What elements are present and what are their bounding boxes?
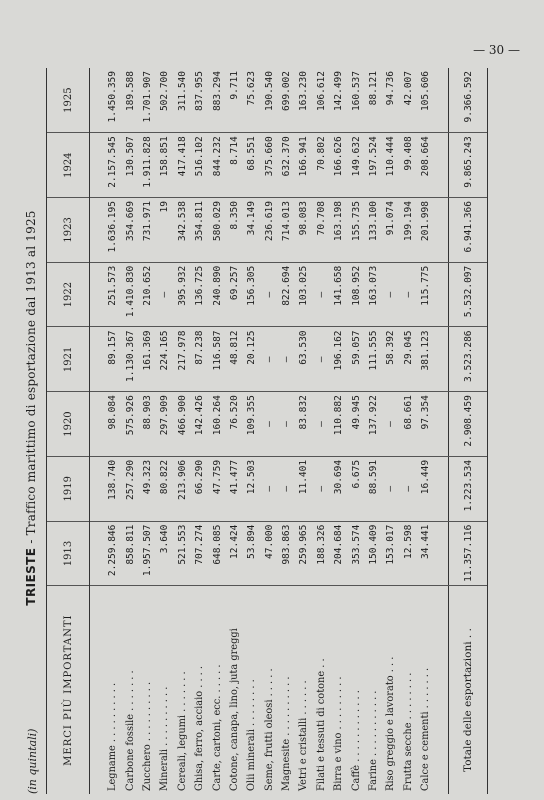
merce-name: Carbone fossile . . . . . . . <box>124 670 136 791</box>
value-cell: — <box>261 262 278 327</box>
table-row <box>382 68 399 794</box>
table-row <box>347 68 364 794</box>
table-row <box>261 68 278 794</box>
value-cell: 188.326 <box>313 521 330 586</box>
col-header: 1913 <box>47 521 90 586</box>
value-cell: 11.401 <box>295 456 312 521</box>
merce-name: Zucchero . . . . . . . . . . <box>141 681 153 791</box>
value-cell: 163.230 <box>295 68 312 133</box>
value-cell: 109.355 <box>243 392 260 457</box>
value-cell: — <box>261 392 278 457</box>
value-cell: 116.587 <box>208 327 225 392</box>
value-cell: 19 <box>156 198 173 263</box>
total-cell: 6.941.366 <box>449 198 488 263</box>
table-row <box>365 68 382 794</box>
value-cell: 89.157 <box>90 327 122 392</box>
merce-name: Minerali . . . . . . . . . . <box>159 686 171 791</box>
value-cell: — <box>382 456 399 521</box>
value-cell: 158.851 <box>156 133 173 198</box>
value-cell: 166.626 <box>330 133 347 198</box>
value-cell: 53.894 <box>243 521 260 586</box>
units-note: (in quintali) <box>26 728 39 794</box>
value-cell: 217.978 <box>174 327 191 392</box>
value-cell: 137.922 <box>365 392 382 457</box>
value-cell: 632.370 <box>278 133 295 198</box>
value-cell: 130.507 <box>121 133 138 198</box>
merce-name: Legname . . . . . . . . . . <box>107 682 119 791</box>
value-cell: 6.675 <box>347 456 364 521</box>
col-header: 1924 <box>47 133 90 198</box>
value-cell: 115.775 <box>417 262 449 327</box>
table-row <box>208 68 225 794</box>
value-cell: 110.444 <box>382 133 399 198</box>
value-cell: 63.530 <box>295 327 312 392</box>
value-cell: 707.274 <box>191 521 208 586</box>
value-cell: 311.540 <box>174 68 191 133</box>
value-cell: — <box>261 327 278 392</box>
value-cell: 714.013 <box>278 198 295 263</box>
value-cell: — <box>313 456 330 521</box>
value-cell: 88.121 <box>365 68 382 133</box>
total-cell: 2.908.459 <box>449 392 488 457</box>
table-row <box>139 68 156 794</box>
value-cell: 111.555 <box>365 327 382 392</box>
table-row <box>90 68 122 794</box>
value-cell: 240.890 <box>208 262 225 327</box>
value-cell: 98.083 <box>295 198 312 263</box>
value-cell: 1.130.367 <box>121 327 138 392</box>
value-cell: 3.640 <box>156 521 173 586</box>
value-cell: 12.503 <box>243 456 260 521</box>
table-row <box>191 68 208 794</box>
header-row <box>47 68 90 794</box>
merce-name: Seme, frutti oleosi . . . . . <box>263 668 275 791</box>
value-cell: — <box>313 262 330 327</box>
merce-name: Calce e cementi . . . . . . . <box>420 667 432 791</box>
value-cell: 466.900 <box>174 392 191 457</box>
value-cell: 883.294 <box>208 68 225 133</box>
value-cell: 342.538 <box>174 198 191 263</box>
table-row <box>226 68 243 794</box>
value-cell: 163.073 <box>365 262 382 327</box>
value-cell: 138.740 <box>90 456 122 521</box>
value-cell: 70.802 <box>313 133 330 198</box>
col-header: MERCI PIÙ IMPORTANTI <box>47 586 90 794</box>
value-cell: 47.759 <box>208 456 225 521</box>
merce-name: Magnesite . . . . . . . . . . <box>281 676 293 791</box>
table-title <box>24 58 38 758</box>
value-cell: 16.449 <box>417 456 449 521</box>
value-cell: 87.238 <box>191 327 208 392</box>
value-cell: 8.714 <box>226 133 243 198</box>
value-cell: 1.911.828 <box>139 133 156 198</box>
value-cell: 12.424 <box>226 521 243 586</box>
value-cell: 105.606 <box>417 68 449 133</box>
value-cell: 196.162 <box>330 327 347 392</box>
total-cell: 11.357.116 <box>449 521 488 586</box>
value-cell: 844.232 <box>208 133 225 198</box>
value-cell: 381.123 <box>417 327 449 392</box>
col-header: 1920 <box>47 392 90 457</box>
value-cell: 30.694 <box>330 456 347 521</box>
value-cell: — <box>278 392 295 457</box>
value-cell: 29.045 <box>400 327 417 392</box>
value-cell: 189.588 <box>121 68 138 133</box>
value-cell: 48.812 <box>226 327 243 392</box>
value-cell: 58.392 <box>382 327 399 392</box>
value-cell: 142.499 <box>330 68 347 133</box>
value-cell: 8.350 <box>226 198 243 263</box>
value-cell: 2.157.545 <box>90 133 122 198</box>
title-text: - Traffico marittimo di esportazione dal 1913 al 1925 <box>24 210 38 548</box>
value-cell: 201.998 <box>417 198 449 263</box>
value-cell: 731.971 <box>139 198 156 263</box>
value-cell: 163.198 <box>330 198 347 263</box>
value-cell: 190.540 <box>261 68 278 133</box>
value-cell: 98.084 <box>90 392 122 457</box>
merce-name: Cotone, canapa, lino, juta greggi <box>228 628 240 791</box>
table-row <box>313 68 330 794</box>
value-cell: 41.477 <box>226 456 243 521</box>
value-cell: 153.017 <box>382 521 399 586</box>
value-cell: 259.965 <box>295 521 312 586</box>
value-cell: 648.085 <box>208 521 225 586</box>
value-cell: 580.029 <box>208 198 225 263</box>
value-cell: — <box>313 327 330 392</box>
merce-name: Frutta secche . . . . . . . . <box>402 672 414 791</box>
merce-name: Birra e vino . . . . . . . . . <box>333 676 345 791</box>
total-label: Totale delle esportazioni . . <box>449 586 488 794</box>
table-row <box>174 68 191 794</box>
value-cell: 75.623 <box>243 68 260 133</box>
value-cell: 521.553 <box>174 521 191 586</box>
value-cell: 161.369 <box>139 327 156 392</box>
value-cell: 156.305 <box>243 262 260 327</box>
col-header: 1922 <box>47 262 90 327</box>
merce-name: Filati e tessuti di cotone . . <box>315 658 327 791</box>
table-row <box>330 68 347 794</box>
merce-name: Olii minerali . . . . . . . . <box>246 679 258 791</box>
value-cell: — <box>278 456 295 521</box>
value-cell: 354.669 <box>121 198 138 263</box>
value-cell: 160.264 <box>208 392 225 457</box>
value-cell: 395.932 <box>174 262 191 327</box>
merce-name: Caffè . . . . . . . . . . . . <box>350 690 362 791</box>
merce-name: Ghisa, ferro, acciaio . . . . <box>194 665 206 791</box>
value-cell: 2.259.846 <box>90 521 122 586</box>
col-header: 1925 <box>47 68 90 133</box>
value-cell: 417.418 <box>174 133 191 198</box>
merce-name: Riso greggio e lavorato . . . <box>385 656 397 791</box>
value-cell: 236.619 <box>261 198 278 263</box>
value-cell: 91.074 <box>382 198 399 263</box>
value-cell: 502.700 <box>156 68 173 133</box>
export-table <box>46 68 488 794</box>
value-cell: 197.524 <box>365 133 382 198</box>
value-cell: 47.000 <box>261 521 278 586</box>
value-cell: 80.822 <box>156 456 173 521</box>
total-cell: 1.223.534 <box>449 456 488 521</box>
value-cell: 516.102 <box>191 133 208 198</box>
value-cell: 204.684 <box>330 521 347 586</box>
value-cell: — <box>382 392 399 457</box>
col-header: 1921 <box>47 327 90 392</box>
value-cell: 858.811 <box>121 521 138 586</box>
value-cell: 150.409 <box>365 521 382 586</box>
value-cell: 375.660 <box>261 133 278 198</box>
value-cell: 9.711 <box>226 68 243 133</box>
value-cell: — <box>382 262 399 327</box>
total-cell: 5.532.097 <box>449 262 488 327</box>
merce-name: Carte, cartoni, ecc. . . . . . <box>211 664 223 791</box>
value-cell: 199.194 <box>400 198 417 263</box>
value-cell: 1.410.830 <box>121 262 138 327</box>
value-cell: 66.290 <box>191 456 208 521</box>
value-cell: 34.149 <box>243 198 260 263</box>
value-cell: 353.574 <box>347 521 364 586</box>
value-cell: 59.057 <box>347 327 364 392</box>
value-cell: 97.354 <box>417 392 449 457</box>
table-header-block <box>12 58 46 798</box>
value-cell: 1.450.359 <box>90 68 122 133</box>
table-row <box>417 68 449 794</box>
merce-name: Vetri e cristalli . . . . . . <box>298 680 310 791</box>
value-cell: 94.736 <box>382 68 399 133</box>
value-cell: 68.551 <box>243 133 260 198</box>
value-cell: 1.957.507 <box>139 521 156 586</box>
value-cell: 42.007 <box>400 68 417 133</box>
total-cell: 9.865.243 <box>449 133 488 198</box>
value-cell: — <box>313 392 330 457</box>
merce-name: Farine . . . . . . . . . . . <box>368 690 380 791</box>
value-cell: 83.832 <box>295 392 312 457</box>
value-cell: 69.257 <box>226 262 243 327</box>
total-cell: 9.366.592 <box>449 68 488 133</box>
table-row <box>156 68 173 794</box>
total-cell: 3.523.286 <box>449 327 488 392</box>
value-cell: 141.658 <box>330 262 347 327</box>
value-cell: 88.903 <box>139 392 156 457</box>
value-cell: 99.408 <box>400 133 417 198</box>
value-cell: 110.882 <box>330 392 347 457</box>
value-cell: 149.632 <box>347 133 364 198</box>
value-cell: 166.941 <box>295 133 312 198</box>
value-cell: 354.811 <box>191 198 208 263</box>
merce-name: Cereali, legumi . . . . . . . <box>176 671 188 791</box>
value-cell: 133.100 <box>365 198 382 263</box>
value-cell: 699.002 <box>278 68 295 133</box>
value-cell: 983.863 <box>278 521 295 586</box>
value-cell: 575.926 <box>121 392 138 457</box>
value-cell: 208.664 <box>417 133 449 198</box>
value-cell: 1.636.195 <box>90 198 122 263</box>
table-body <box>90 68 449 794</box>
value-cell: 837.955 <box>191 68 208 133</box>
value-cell: 34.441 <box>417 521 449 586</box>
value-cell: 12.598 <box>400 521 417 586</box>
value-cell: 822.694 <box>278 262 295 327</box>
table-row <box>121 68 138 794</box>
table-row <box>278 68 295 794</box>
value-cell: 210.652 <box>139 262 156 327</box>
rotated-page <box>12 58 496 798</box>
value-cell: 160.537 <box>347 68 364 133</box>
col-header: 1919 <box>47 456 90 521</box>
table-row <box>400 68 417 794</box>
value-cell: 142.426 <box>191 392 208 457</box>
value-cell: 155.735 <box>347 198 364 263</box>
value-cell: 251.573 <box>90 262 122 327</box>
value-cell: 1.701.907 <box>139 68 156 133</box>
value-cell: 224.165 <box>156 327 173 392</box>
value-cell: 108.952 <box>347 262 364 327</box>
table-row <box>295 68 312 794</box>
value-cell: 20.125 <box>243 327 260 392</box>
value-cell: 297.909 <box>156 392 173 457</box>
value-cell: 106.612 <box>313 68 330 133</box>
value-cell: — <box>278 327 295 392</box>
value-cell: — <box>156 262 173 327</box>
value-cell: 136.725 <box>191 262 208 327</box>
value-cell: 68.661 <box>400 392 417 457</box>
value-cell: 213.906 <box>174 456 191 521</box>
table-row <box>243 68 260 794</box>
value-cell: 49.323 <box>139 456 156 521</box>
value-cell: 88.591 <box>365 456 382 521</box>
title-city: TRIESTE <box>24 547 38 606</box>
value-cell: 70.708 <box>313 198 330 263</box>
total-row <box>449 68 488 794</box>
value-cell: 49.945 <box>347 392 364 457</box>
page-number: — 30 — <box>473 43 520 57</box>
value-cell: 257.290 <box>121 456 138 521</box>
value-cell: — <box>400 262 417 327</box>
value-cell: 76.520 <box>226 392 243 457</box>
value-cell: — <box>261 456 278 521</box>
value-cell: 103.025 <box>295 262 312 327</box>
value-cell: — <box>400 456 417 521</box>
col-header: 1923 <box>47 198 90 263</box>
